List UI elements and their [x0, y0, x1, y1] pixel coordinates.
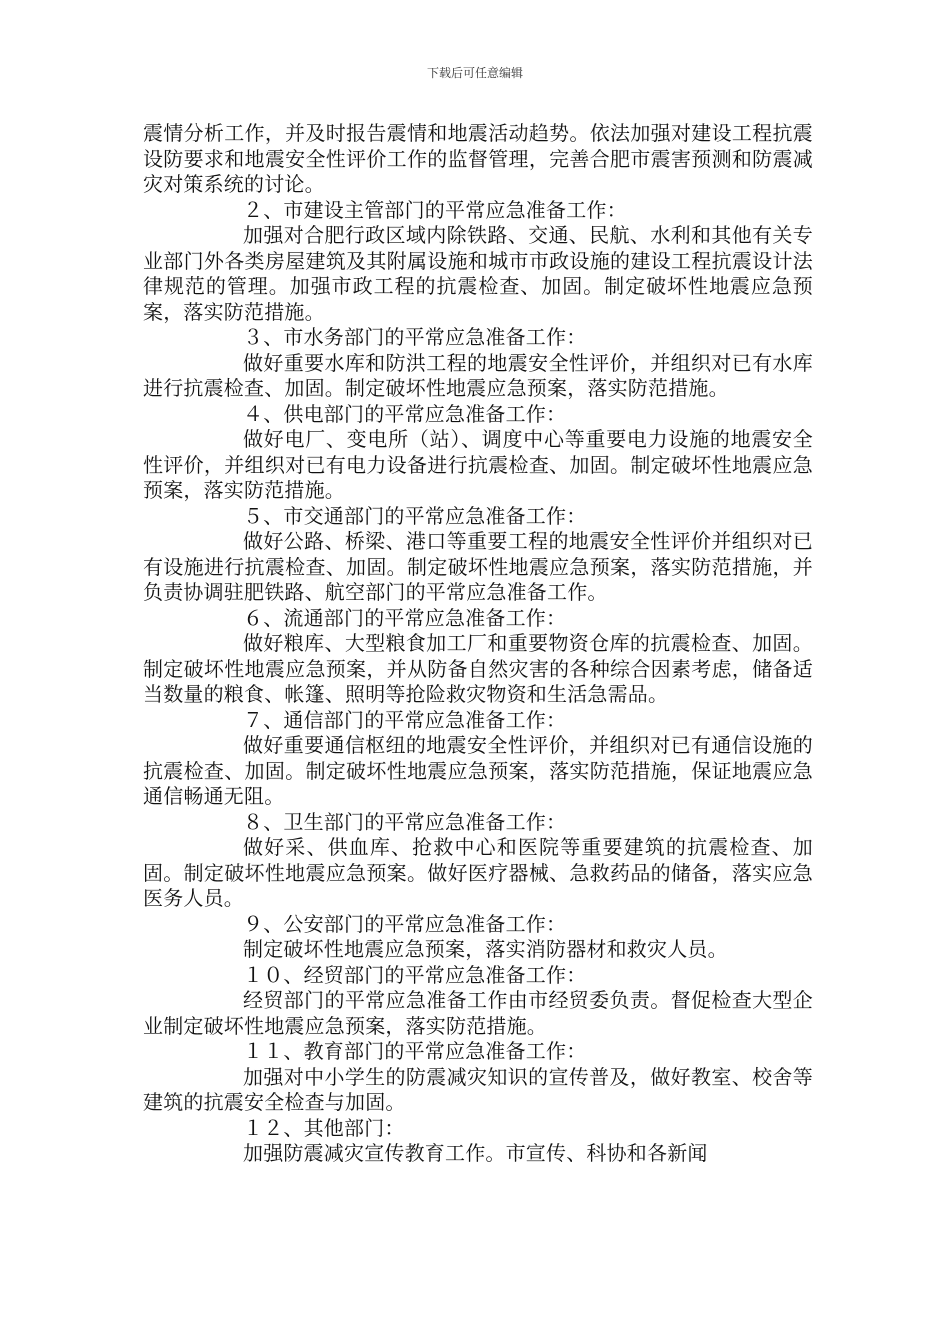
- paragraph: 震情分析工作，并及时报告震情和地震活动趋势。依法加强对建设工程抗震设防要求和地震安全性评价工作的监督管理，完善合肥市震害预测和防震减灾对策系统的讨论。: [143, 121, 813, 196]
- paragraph: 做好重要水库和防洪工程的地震安全性评价，并组织对已有水库进行抗震检查、加固。制定破坏性地震应急预案，落实防范措施。: [143, 350, 813, 400]
- section-heading: ４、供电部门的平常应急准备工作：: [243, 401, 567, 426]
- paragraph: 制定破坏性地震应急预案，落实消防器材和救灾人员。: [243, 937, 728, 961]
- document-body: [143, 121, 813, 1167]
- paragraph: 做好重要通信枢纽的地震安全性评价，并组织对已有通信设施的抗震检查、加固。制定破坏性地震应急预案，落实防范措施，保证地震应急通信畅通无阻。: [143, 733, 813, 808]
- section-heading: ７、通信部门的平常应急准备工作：: [243, 707, 567, 732]
- paragraph: 做好采、供血库、抢救中心和医院等重要建筑的抗震检查、加固。制定破坏性地震应急预案。做好医疗器械、急救药品的储备，落实应急医务人员。: [143, 835, 813, 910]
- paragraph: 做好粮库、大型粮食加工厂和重要物资仓库的抗震检查、加固。制定破坏性地震应急预案，并从防备自然灾害的各种综合因素考虑，储备适当数量的粮食、帐篷、照明等抢险救灾物资和生活急需品。: [143, 631, 813, 706]
- section-heading: ９、公安部门的平常应急准备工作：: [243, 911, 567, 936]
- paragraph: 经贸部门的平常应急准备工作由市经贸委负责。督促检查大型企业制定破坏性地震应急预案，落实防范措施。: [143, 988, 813, 1038]
- section-heading: ３、市水务部门的平常应急准备工作：: [243, 325, 587, 349]
- section-heading: ８、卫生部门的平常应急准备工作：: [243, 809, 567, 834]
- paragraph: 加强对中小学生的防震减灾知识的宣传普及，做好教室、校舍等建筑的抗震安全检查与加固。: [143, 1064, 813, 1114]
- section-heading: ２、市建设主管部门的平常应急准备工作：: [243, 197, 627, 222]
- page-header-note: 下载后可任意编辑: [426, 66, 523, 80]
- paragraph: 加强对合肥行政区域内除铁路、交通、民航、水利和其他有关专业部门外各类房屋建筑及其附属设施和城市市政设施的建设工程抗震设计法律规范的管理。加强市政工程的抗震检查、加固。制定破坏性地震应急预案，落实防范措施。: [143, 223, 813, 324]
- paragraph: 做好公路、桥梁、港口等重要工程的地震安全性评价并组织对已有设施进行抗震检查、加固。制定破坏性地震应急预案，落实防范措施，并负责协调驻肥铁路、航空部门的平常应急准备工作。: [143, 529, 813, 604]
- paragraph: 做好电厂、变电所（站）、调度中心等重要电力设施的地震安全性评价，并组织对已有电力设备进行抗震检查、加固。制定破坏性地震应急预案，落实防范措施。: [143, 427, 813, 502]
- section-heading: １２、其他部门：: [243, 1115, 405, 1140]
- section-heading: １１、教育部门的平常应急准备工作：: [243, 1039, 587, 1063]
- section-heading: １０、经贸部门的平常应急准备工作：: [243, 962, 587, 987]
- section-heading: ６、流通部门的平常应急准备工作：: [243, 605, 567, 630]
- paragraph: 加强防震减灾宣传教育工作。市宣传、科协和各新闻: [243, 1141, 708, 1165]
- section-heading: ５、市交通部门的平常应急准备工作：: [243, 503, 587, 528]
